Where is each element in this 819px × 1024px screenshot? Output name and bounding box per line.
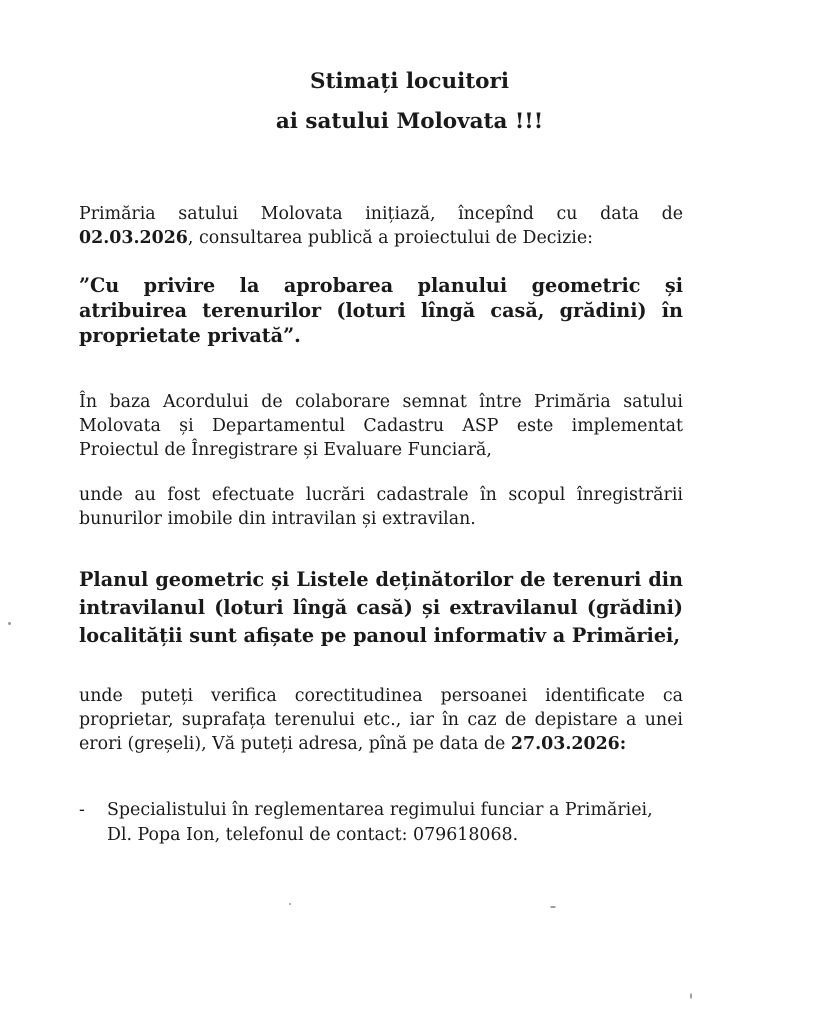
verify-paragraph [79, 684, 683, 756]
scan-speck [8, 622, 11, 625]
contact-line: Dl. Popa Ion, telefonul de contact: 079618068. [107, 825, 519, 845]
deadline-date: 27.03.2026: [510, 734, 627, 754]
agreement-paragraph: În baza Acordului de colaborare semnat între Primăria satului Molovata și Departamentul Cadastru ASP este implementat Proiectul de Înregistrare și Evaluare Funciară, [79, 392, 683, 460]
intro-text: Primăria satului Molovata inițiază, începînd cu data de [79, 204, 683, 224]
scan-speck [690, 993, 692, 999]
verify-text: unde puteți verifica corectitudinea persoanei identificate ca proprietar, suprafața terenului etc., iar în caz de depistare a unei erori (greșeli), Vă puteți adresa, pînă pe data de [79, 686, 683, 754]
scan-speck [550, 906, 556, 908]
title-line-2: ai satului Molovata !!! [275, 109, 544, 134]
title-line-1: Stimați locuitori [309, 69, 510, 94]
works-paragraph: unde au fost efectuate lucrări cadastrale în scopul înregistrării bunurilor imobile din intravilan și extravilan. [79, 485, 683, 529]
list-dash: - [79, 800, 85, 820]
scan-speck [289, 903, 291, 905]
decision-title: ”Cu privire la aprobarea planului geometric și atribuirea terenurilor (loturi lîngă casă, grădini) în proprietate privată”. [79, 274, 683, 347]
notice-title [0, 62, 819, 142]
list-item-text: Specialistului în reglementarea regimului funciar a Primăriei, [107, 800, 653, 820]
intro-date: 02.03.2026 [79, 228, 188, 248]
intro-rest: , consultarea publică a proiectului de Decizie: [187, 228, 593, 248]
intro-paragraph [79, 202, 683, 250]
plan-paragraph: Planul geometric și Listele deținătorilor de terenuri din intravilanul (loturi lîngă casă) și extravilanul (grădini) localității sunt afișate pe panoul informativ a Primăriei, [79, 568, 683, 647]
contact-list [79, 798, 683, 848]
list-item [79, 798, 683, 823]
